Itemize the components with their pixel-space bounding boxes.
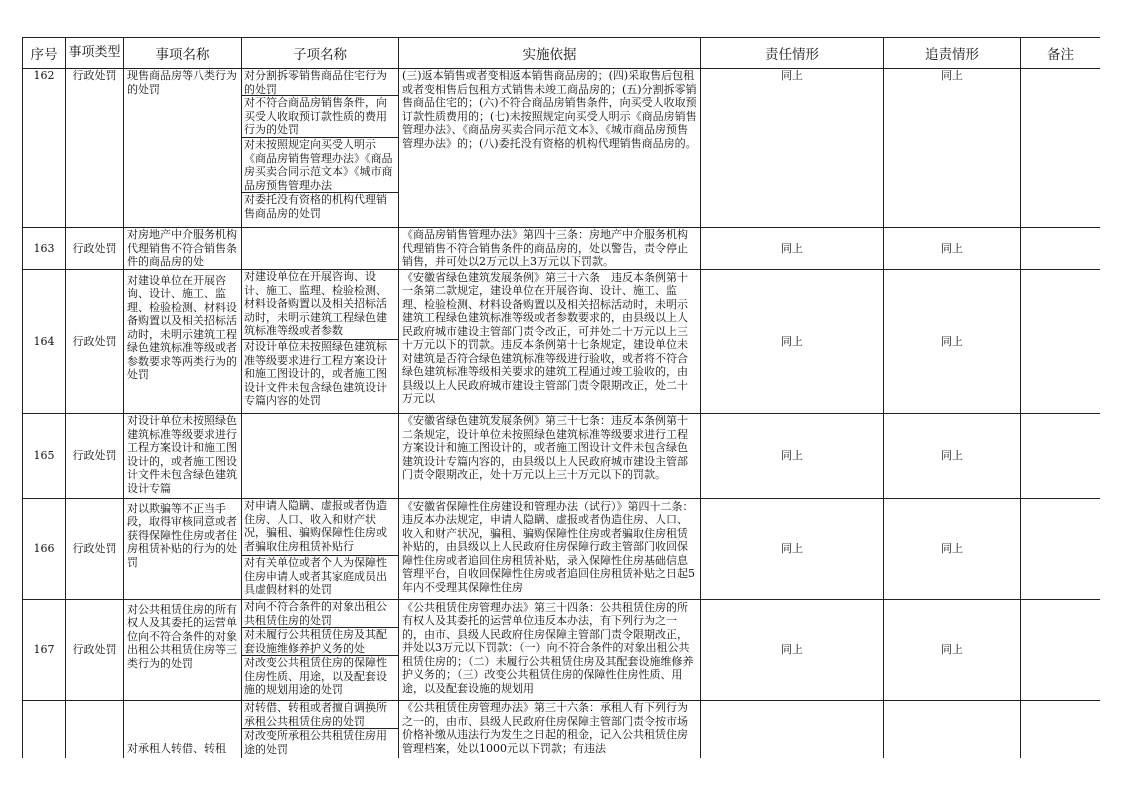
row-note [1021,701,1101,759]
row-name-text: 现售商品房等八类行为的处罚 [127,69,237,96]
table-row [23,414,1101,499]
row-basis-text: (三)返本销售或者变相返本销售商品房的；(四)采取售后包租或者变相售后包租方式销售未竣工商品房的；(五)分割拆零销售商品住宅的；(六)不符合商品房销售条件，向买受人收取预订款性质费用的；(七)未按照规定向买受人明示《商品房销售管理办法》、《商品房买卖合同示范文本》、《城市商品房预售管理办法》的；(八)委托没有资格的机构代理销售商品房的。 [402,69,697,150]
row-basis-text: 《公共租赁住房管理办法》第三十四条：公共租赁住房的所有权人及其委托的运营单位违反本办法，有下列行为之一的，由市、县级人民政府住房保障主管部门责令限期改正，并处以3万元以下罚款：（一）向不符合条件的对象出租公共租赁住房的；（二）未履行公共租赁住房及其配套设施维修养护义务的；（三）改变公共租赁住房的保障性住房性质、用途，以及配套设施的规划用 [402,600,694,695]
row-no: 164 [23,270,66,414]
sub-item: 对申请人隐瞒、虚报或者伪造住房、人口、收入和财产状况，骗租、骗购保障性住房或者骗取住房租赁补贴行 [242,499,398,556]
header-note: 备注 [1021,38,1101,69]
row-basis-text: 《安徽省保障性住房建设和管理办法（试行）》第四十二条：违反本办法规定，申请人隐瞒、虚报或者伪造住房、人口、收入和财产状况，骗租、骗购保障性住房或者骗取住房租赁补贴的，由县级以上人民政府住房保障行政主管部门收回保障性住房或者追回住房租赁补贴，录入保障性住房基础信息管理平台，自收回保障性住房或者追回住房租赁补贴之日起5年内不受理其保障性住房 [402,499,695,594]
header-no: 序号 [23,38,66,69]
header-type [66,38,124,69]
row-note [1021,600,1101,701]
row-basis [399,228,701,270]
header-acc: 追责情形 [884,38,1021,69]
row-name-text: 对建设单位在开展咨询、设计、施工、监理、检验检测、材料设备购置以及相关招标活动时，未明示建筑工程绿色建筑标准等级或者参数要求等两类行为的处罚 [127,273,237,381]
row-subs [242,69,399,228]
sub-item: 对改变所承租公共租赁住房用途的处罚 [244,729,387,756]
row-acc: 同上 [884,69,1021,228]
row-basis [399,414,701,499]
header-resp: 责任情形 [701,38,884,69]
row-name [124,69,242,228]
row-subs [242,414,399,499]
row-name [124,270,242,414]
row-subs [242,499,399,600]
row-type: 行政处罚 [66,69,124,228]
row-basis-text: 《公共租赁住房管理办法》第三十六条：承租人有下列行为之一的，由市、县级人民政府住房保障主管部门责令按市场价格补缴从违法行为发生之日起的租金，记入公共租赁住房管理档案，处以1000元以下罚款；有违法 [402,701,688,755]
row-resp [701,701,884,759]
sub-item: 对设计单位未按照绿色建筑标准等级要求进行工程方案设计和施工图设计的，或者施工图设计文件未包含绿色建筑设计专篇内容的处罚 [244,340,387,407]
row-acc: 同上 [884,228,1021,270]
sub-item: 对向不符合条件的对象出租公共租赁住房的处罚 [242,600,398,628]
row-basis [399,499,701,600]
row-name-text: 对承租人转借、转租 [127,742,226,755]
row-resp: 同上 [701,499,884,600]
row-type: 行政处罚 [66,270,124,414]
row-type: 行政处罚 [66,414,124,499]
row-no: 162 [23,69,66,228]
sub-item: 对转借、转租或者擅自调换所承租公共租赁住房的处罚 [242,701,398,729]
table-row [23,69,1101,228]
row-no: 167 [23,600,66,701]
row-name [124,228,242,270]
row-subs [242,270,399,414]
table-row [23,600,1101,701]
row-acc: 同上 [884,600,1021,701]
sub-item: 对未按照规定向买受人明示《商品房销售管理办法》《商品房买卖合同示范文本》《城市商品房预售管理办法 [242,138,398,193]
row-no: 166 [23,499,66,600]
table-row [23,701,1101,759]
items-table [22,37,1100,758]
row-type [66,701,124,759]
row-basis [399,69,701,228]
header-sub: 子项名称 [242,38,399,69]
row-type: 行政处罚 [66,228,124,270]
row-note [1021,499,1101,600]
row-basis [399,270,701,414]
row-resp: 同上 [701,414,884,499]
row-basis-text: 《安徽省绿色建筑发展条例》第三十六条 违反本条例第十一条第二款规定，建设单位在开展咨询、设计、施工、监理、检验检测、材料设备购置以及相关招标活动时，未明示建筑工程绿色建筑标准等级或者参数要求的，由县级以上人民政府城市建设主管部门责令改正，可并处二十万元以上三十万元以下的罚款。违反本条例第十七条规定，建设单位未对建筑是否符合绿色建筑标准等级进行验收，或者将不符合绿色建筑标准等级相关要求的建筑工程通过竣工验收的，由县级以上人民政府城市建设主管部门责令限期改正，处二十万元以 [402,270,688,405]
row-name [124,701,242,759]
row-resp: 同上 [701,228,884,270]
row-subs [242,600,399,701]
header-type-label: 事项类型 [68,45,121,60]
row-subs [242,228,399,270]
sub-item: 对改变公共租赁住房的保障性住房性质、用途，以及配套设施的规划用途的处罚 [244,656,387,696]
header-row [23,38,1101,69]
row-basis-text: 《安徽省绿色建筑发展条例》第三十七条：违反本条例第十二条规定，设计单位未按照绿色建筑标准等级要求进行工程方案设计和施工图设计的，或者施工图设计文件未包含绿色建筑设计专篇内容的，由县级以上人民政府城市建设主管部门责令限期改正，处十万元以上三十万元以下的罚款。 [402,414,688,481]
row-no: 163 [23,228,66,270]
row-acc: 同上 [884,499,1021,600]
sub-item: 对未履行公共租赁住房及其配套设施维修养护义务的处 [242,628,398,656]
row-name-text: 对公共租赁住房的所有权人及其委托的运营单位向不符合条件的对象出租公共租赁住房等三类行为的处罚 [127,602,237,670]
row-type: 行政处罚 [66,600,124,701]
row-name [124,499,242,600]
row-acc [884,701,1021,759]
row-note [1021,69,1101,228]
row-note [1021,270,1101,414]
row-basis-text: 《商品房销售管理办法》第四十三条：房地产中介服务机构代理销售不符合销售条件的商品房的，处以警告，责令停止销售，并可处以2万元以上3万元以下罚款。 [402,228,688,268]
row-basis [399,701,701,759]
row-name-text: 对房地产中介服务机构代理销售不符合销售条件的商品房的处 [127,228,237,268]
row-acc: 同上 [884,414,1021,499]
row-no [23,701,66,759]
table-row [23,228,1101,270]
row-subs [242,701,399,759]
row-type: 行政处罚 [66,499,124,600]
sub-item: 对分割拆零销售商品住宅行为的处罚 [242,69,398,96]
table-row [23,270,1101,414]
row-resp: 同上 [701,270,884,414]
row-acc: 同上 [884,270,1021,414]
header-basis: 实施依据 [399,38,701,69]
row-resp: 同上 [701,600,884,701]
row-no: 165 [23,414,66,499]
row-name [124,414,242,499]
row-resp: 同上 [701,69,884,228]
table-row [23,499,1101,600]
sub-item: 对建设单位在开展咨询、设计、施工、监理、检验检测、材料设备购置以及相关招标活动时，未明示建筑工程绿色建筑标准等级或者参数 [242,270,398,340]
row-name-text: 对设计单位未按照绿色建筑标准等级要求进行工程方案设计和施工图设计的，或者施工图设计文件未包含绿色建筑设计专篇 [127,414,237,495]
row-name-text: 对以欺骗等不正当手段，取得审核同意或者获得保障性住房或者住房租赁补贴的行为的处罚 [127,501,237,569]
row-note [1021,414,1101,499]
row-note [1021,228,1101,270]
sub-item: 对不符合商品房销售条件，向买受人收取预订款性质的费用行为的处罚 [242,96,398,138]
row-name [124,600,242,701]
document-sheet [22,37,1100,758]
row-basis [399,600,701,701]
sub-item: 对有关单位或者个人为保障性住房申请人或者其家庭成员出具虚假材料的处罚 [244,556,387,596]
header-name: 事项名称 [124,38,242,69]
sub-item: 对委托没有资格的机构代理销售商品房的处罚 [244,193,387,220]
